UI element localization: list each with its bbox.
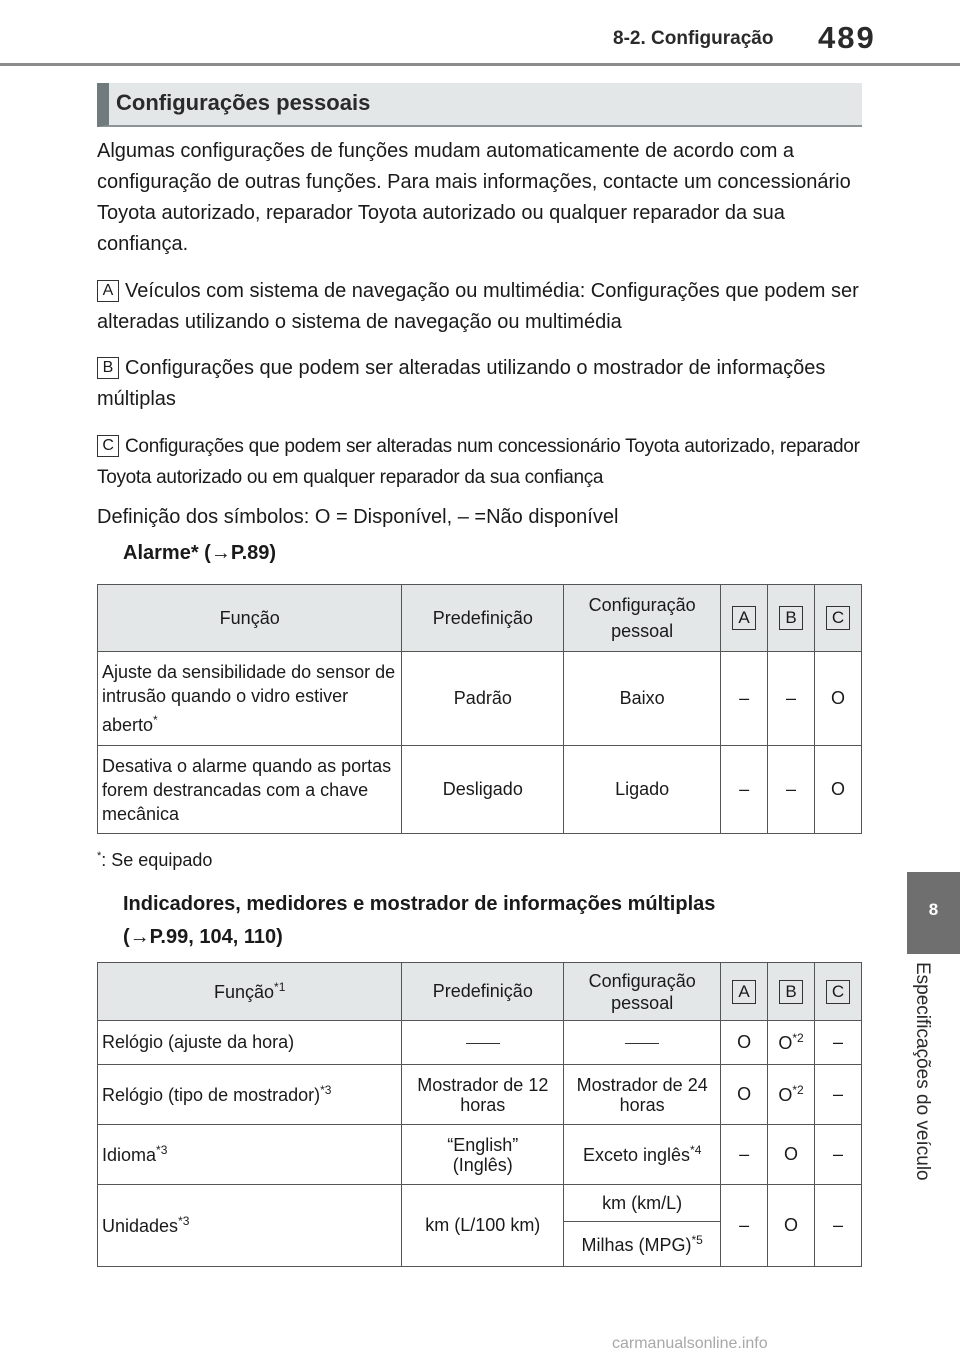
- row-a: –: [721, 652, 768, 746]
- col-header-funcao: Função: [98, 585, 402, 652]
- row-a: O: [721, 1065, 768, 1125]
- table-row: [98, 1185, 862, 1222]
- chapter-number: 8: [928, 900, 939, 919]
- table-row: [98, 1125, 862, 1185]
- row-default: Padrão: [402, 652, 564, 746]
- row-c: O: [815, 746, 862, 834]
- row-b: $O^{*2}$: [768, 1065, 815, 1125]
- legend-b-text: Configurações que podem ser alteradas utilizando o mostrador de informações múltiplas: [97, 357, 826, 410]
- table-row: [98, 1021, 862, 1065]
- legend-key-c: C: [97, 435, 119, 457]
- col-header-c: C: [815, 585, 862, 652]
- row-custom: Exceto inglês$^{*4}$: [564, 1125, 721, 1185]
- alarm-table: [97, 584, 862, 834]
- row-function: Idioma$^{*3}$: [98, 1125, 402, 1185]
- table-row: [98, 1065, 862, 1125]
- section-label: 8-2. Configuração: [613, 28, 774, 49]
- legend-key-b: B: [97, 357, 119, 379]
- indicators-table: [97, 962, 862, 1267]
- table1-heading[interactable]: Alarme* (→P.89): [123, 542, 277, 564]
- row-c: –: [815, 1185, 862, 1267]
- col-header-a: A: [721, 585, 768, 652]
- row-a: –: [721, 1125, 768, 1185]
- table-row: [98, 652, 862, 746]
- table2-heading[interactable]: Indicadores, medidores e mostrador de informações múltiplas (→P.99, 104, 110): [123, 893, 716, 948]
- row-b: O: [768, 1125, 815, 1185]
- legend-key-a: A: [97, 280, 119, 302]
- row-a: –: [721, 1185, 768, 1267]
- row-c: O: [815, 652, 862, 746]
- row-a: –: [721, 746, 768, 834]
- row-a: O: [721, 1021, 768, 1065]
- symbols-definition: Definição dos símbolos: O = Disponível, – =Não disponível: [97, 506, 619, 528]
- row-function: Relógio (tipo de mostrador)$^{*3}$: [98, 1065, 402, 1125]
- row-default: Mostrador de 12 horas: [402, 1065, 564, 1125]
- col-header-a: A: [721, 963, 768, 1021]
- row-default: “English” (Inglês): [402, 1125, 564, 1185]
- row-c: –: [815, 1065, 862, 1125]
- legend-b: [97, 353, 867, 415]
- legend-a: [97, 276, 867, 338]
- row-default: km (L/100 km): [402, 1185, 564, 1267]
- legend-a-text: Veículos com sistema de navegação ou multimédia: Configurações que podem ser alteradas utilizando o sistema de navegação ou multimédia: [97, 280, 859, 333]
- row-custom: km (km/L): [564, 1185, 721, 1222]
- col-header-config: Configuração pessoal: [564, 585, 721, 652]
- col-header-c: C: [815, 963, 862, 1021]
- row-c: –: [815, 1125, 862, 1185]
- legend-c-text: Configurações que podem ser alteradas num concessionário Toyota autorizado, reparador Toyota autorizado ou em qualquer reparador da sua confiança: [97, 436, 860, 488]
- row-custom: Mostrador de 24 horas: [564, 1065, 721, 1125]
- page-number: 489: [818, 20, 876, 55]
- row-default: [402, 1021, 564, 1065]
- table-row: [98, 746, 862, 834]
- row-b: O: [768, 1185, 815, 1267]
- row-custom: Baixo: [564, 652, 721, 746]
- row-custom: Ligado: [564, 746, 721, 834]
- header-divider: [0, 63, 960, 66]
- col-header-predefinicao: Predefinição: [402, 585, 564, 652]
- row-c: –: [815, 1021, 862, 1065]
- section-heading: [97, 83, 862, 127]
- row-custom: [564, 1021, 721, 1065]
- row-default: Desligado: [402, 746, 564, 834]
- chapter-title: Especificações do veículo: [912, 962, 933, 1181]
- col-header-funcao: Função$^{*1}$: [98, 963, 402, 1021]
- em-dash-mark: [625, 1043, 659, 1044]
- row-b: –: [768, 652, 815, 746]
- col-header-predefinicao: Predefinição: [402, 963, 564, 1021]
- row-b: –: [768, 746, 815, 834]
- intro-paragraph: Algumas configurações de funções mudam automaticamente de acordo com a configuração de outras funções. Para mais informações, contacte um concessionário Toyota autorizado, reparador Toyota autorizado ou qualquer reparador da sua confiança.: [97, 140, 851, 255]
- row-function: Relógio (ajuste da hora): [98, 1021, 402, 1065]
- row-function: Unidades$^{*3}$: [98, 1185, 402, 1267]
- row-function: Ajuste da sensibilidade do sensor de intrusão quando o vidro estiver aberto*: [98, 652, 402, 746]
- em-dash-mark: [466, 1043, 500, 1044]
- legend-c: [97, 431, 867, 493]
- section-heading-text: Configurações pessoais: [116, 90, 371, 115]
- row-function: Desativa o alarme quando as portas forem destrancadas com a chave mecânica: [98, 746, 402, 834]
- row-b: $O^{*2}$: [768, 1021, 815, 1065]
- watermark: carmanualsonline.info: [612, 1335, 768, 1352]
- col-header-b: B: [768, 963, 815, 1021]
- col-header-config: Configuração pessoal: [564, 963, 721, 1021]
- col-header-b: B: [768, 585, 815, 652]
- row-custom-alt: Milhas (MPG)$^{*5}$: [564, 1222, 721, 1267]
- table1-footnote: *: Se equipado: [97, 850, 213, 870]
